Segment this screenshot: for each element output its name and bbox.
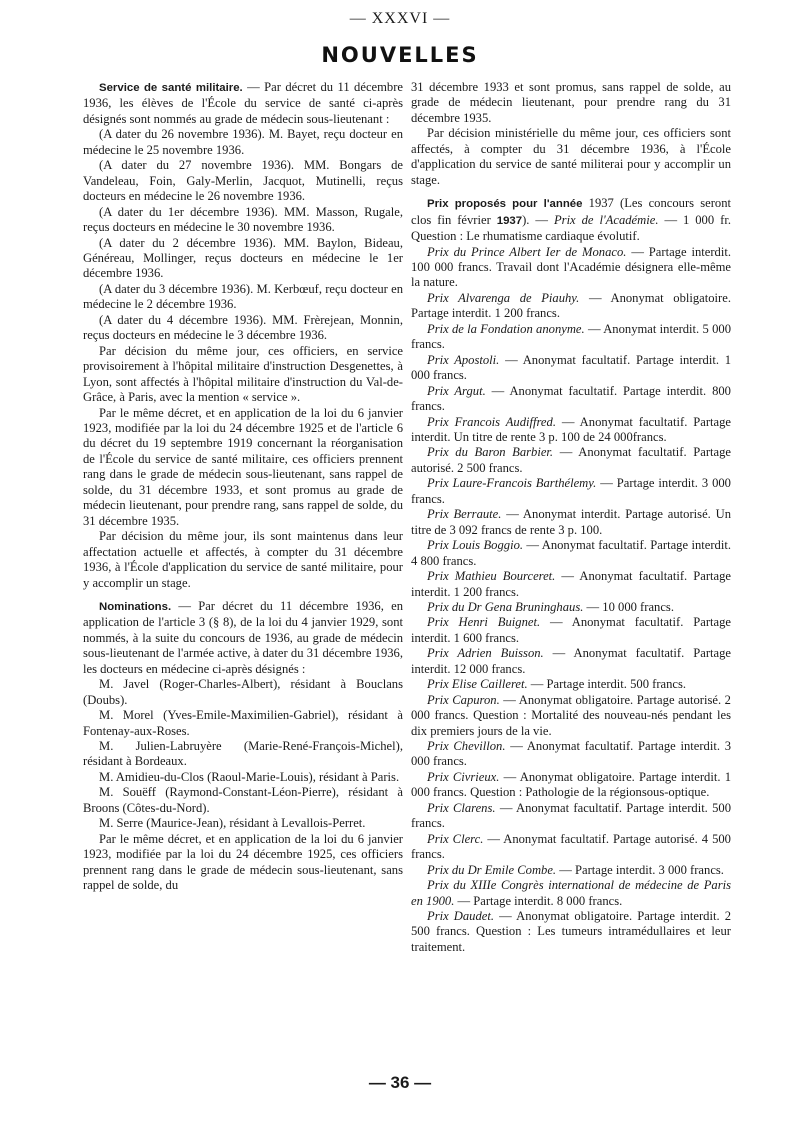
prix-item (411, 615, 731, 646)
paragraph: M. Souëff (Raymond-Constant-Léon-Pierre), résidant à Broons (Côtes-du-Nord). (83, 785, 403, 815)
prix-item (411, 739, 731, 770)
prix-item (411, 291, 731, 322)
prix-name: Prix du Dr Emile Combe. (427, 862, 557, 877)
prix-details: — 10 000 francs. (586, 599, 674, 614)
prix-name: Prix du Prince Albert Ier de Monaco. (427, 244, 627, 259)
prix-details: — Anonymat obligatoire. Partage interdit. 1 200 francs. (411, 290, 731, 321)
prix-name: Prix du Dr Gena Bruninghaus. (427, 599, 584, 614)
prix-item (411, 569, 731, 600)
paragraph: (A dater du 26 novembre 1936). M. Bayet, reçu docteur en médecine le 25 novembre 1936. (83, 127, 403, 157)
paragraph: (A dater du 1er décembre 1936). MM. Masson, Rugale, reçus docteurs en médecine le 30 novembre 1936. (83, 204, 403, 235)
prix-details: — Anonymat facultatif. Partage interdit. 4 800 francs. (411, 538, 731, 568)
prix-details: — Anonymat facultatif. Partage interdit. 500 francs. (411, 800, 731, 831)
prix-name: Prix Adrien Buisson. (427, 646, 544, 661)
paragraph: (A dater du 3 décembre 1936). M. Kerbœuf, reçu docteur en médecine le 2 décembre 1936. (83, 281, 403, 312)
prix-name: Prix Mathieu Bourceret. (427, 569, 556, 584)
prix-name: Prix Clarens. (427, 800, 496, 815)
prix-details: — Partage interdit. 100 000 francs. Travail dont l'Académie désignera elle-même la nature. (411, 244, 731, 290)
prix-name: Prix Elise Cailleret. (427, 677, 528, 692)
paragraph: (A dater du 2 décembre 1936). MM. Baylon, Bideau, Généreau, Mollinger, reçus docteurs en médecine le 1er décembre 1936. (83, 235, 403, 281)
prix-list (411, 245, 731, 956)
prix-item (411, 878, 731, 909)
prix-item (411, 384, 731, 415)
prix-details: — Anonymat interdit. Partage autorisé. Un titre de 3 092 francs de rente 3 p. 100. (411, 507, 731, 537)
right-column (411, 80, 731, 955)
prix-item (411, 677, 731, 692)
prix-details: — Anonymat interdit. 5 000 francs. (411, 321, 732, 352)
prix-item (411, 245, 731, 291)
prix-details: — Anonymat facultatif. Partage interdit. 3 000 francs. (411, 739, 731, 769)
page-title: NOUVELLES (321, 43, 479, 67)
prix-name: Prix Berraute. (427, 507, 502, 522)
prix-name: Prix Laure-Francois Barthélemy. (427, 476, 597, 491)
section-heading-service-sante: Service de santé militaire. (99, 82, 243, 94)
paragraph: M. Serre (Maurice-Jean), résidant à Levallois-Perret. (99, 816, 366, 831)
nominations-paragraph: Nominations. — Par décret du 11 décembre 1936, en application de l'article 3 (§ 8), de la loi du 4 janvier 1929, sont nommés, à la suite du concours de 1936, au grade de médecin sous-lieutenant de l'armée active, à dater du 31 décembre 1936, les docteurs en médecine ci-après désignés : (83, 598, 403, 676)
prix-details: — Anonymat facultatif. Partage autorisé. 2 500 francs. (411, 445, 732, 475)
prix-details: — Anonymat facultatif. Partage interdit. 800 francs. (411, 383, 731, 414)
prix-details: — Anonymat facultatif. Partage interdit. Un titre de rente 3 p. 100 de 24 000francs. (411, 414, 732, 444)
paragraph: Par décision du même jour, ces officiers, en service provisoirement à l'hôpital militaire d'instruction Desgenettes, à Lyon, sont affectés à l'hôpital militaire d'instruction du Val-de-Grâce, à Paris, avec la mention « service ». (83, 343, 403, 405)
prix-intro-paragraph: Prix proposés pour l'année 1937 (Les concours seront clos fin février 1937). — Prix de l'Académie. — 1 000 fr. Question : Le rhumatisme cardiaque évolutif. (411, 196, 731, 244)
prix-item (411, 507, 731, 538)
prix-item (411, 476, 731, 507)
prix-details: — Partage interdit. 8 000 francs. (457, 893, 623, 908)
page-number: — 36 — (368, 1073, 432, 1092)
paragraph: M. Julien-Labruyère (Marie-René-François-Michel), résidant à Bordeaux. (83, 739, 403, 769)
prix-details: — Anonymat facultatif. Partage interdit. 1 200 francs. (411, 569, 731, 599)
prix-item (411, 832, 731, 863)
prix-name: Prix Francois Audiffred. (427, 414, 556, 429)
prix-name: Prix de la Fondation anonyme. (427, 321, 585, 336)
prix-item (411, 909, 731, 955)
left-column (83, 80, 403, 894)
prix-details: — Partage interdit. 500 francs. (530, 677, 687, 692)
prix-item (411, 353, 731, 384)
prix-name: Prix Apostoli. (427, 352, 500, 367)
service-sante-paragraph: Service de santé militaire. — Par décret du 11 décembre 1936, les élèves de l'École du service de santé ci-après désignés sont nommés au grade de médecin sous-lieutenant : (83, 80, 403, 126)
prix-item (411, 415, 731, 446)
running-header: — XXXVI — (349, 10, 451, 27)
prix-item (411, 693, 731, 739)
paragraph: 31 décembre 1933 et sont promus, sans rappel de solde, au grade de médecin lieutenant, pour prendre rang du 31 décembre 1935. (411, 80, 731, 125)
prix-item (411, 600, 731, 615)
prix-item (411, 322, 731, 353)
prix-item (411, 801, 731, 832)
paragraph: Par décision du même jour, ils sont maintenus dans leur affectation actuelle et affectés, à compter du 31 décembre 1936, à l'École d'application du service de santé militaire, pour y accomplir un stage. (83, 529, 403, 590)
section-heading-nominations: Nominations. (99, 600, 172, 613)
prix-details: — Anonymat facultatif. Partage interdit. 1 000 francs. (411, 352, 731, 383)
paragraph: Par le même décret, et en application de la loi du 6 janvier 1923, modifiée par la loi du 24 décembre 1925, ces officiers prennent rang dans le grade de médecin sous-lieutenant, sans rappel de solde, du (83, 831, 403, 893)
prix-details: — Anonymat obligatoire. Partage interdit. 2 500 francs. Question : Les tumeurs intramédullaires et leur traitement. (411, 909, 731, 954)
prix-item (411, 646, 731, 677)
prix-name: Prix Alvarenga de Piauhy. (427, 290, 580, 305)
prix-details: — Partage interdit. 3 000 francs. (411, 476, 731, 506)
prix-name: Prix Civrieux. (427, 769, 500, 784)
prix-item (411, 770, 731, 801)
prix-details: — Anonymat obligatoire. Partage autorisé. 2 000 francs. Question : Mortalité des nouveau-nés pendant les dix premiers jours de la vie. (411, 692, 731, 738)
paragraph: Par décision ministérielle du même jour, ces officiers sont affectés, à compter du 31 décembre 1936, à l'École d'application du service de santé militerai pour y accomplir un stage. (411, 126, 731, 187)
prix-name: Prix du Baron Barbier. (427, 445, 554, 460)
prix-name: Prix Chevillon. (427, 739, 506, 754)
prix-name: Prix Daudet. (427, 909, 495, 924)
prix-name: Prix Clerc. (427, 831, 484, 846)
prix-name: Prix Henri Buignet. (427, 615, 541, 630)
paragraph: M. Javel (Roger-Charles-Albert), résidant à Bouclans (Doubs). (83, 677, 403, 707)
paragraph: Par le même décret, et en application de la loi du 6 janvier 1923, modifiée par la loi du 24 décembre 1925 et de l'article 6 du décret du 19 septembre 1919 concernant la réorganisation de l'École du service de santé militaire, ces officiers prennent rang dans le grade de médecin sous-lieutenant, sans rappel de solde, du 31 décembre 1933, et sont promus au grade de médecin lieutenant, pour prendre rang, sans rappel de solde, du 31 décembre 1935. (83, 405, 403, 528)
prix-item (411, 863, 731, 878)
prix-name: Prix Argut. (427, 383, 486, 398)
prix-name: Prix du XIIIe Congrès international de médecine de Paris en 1900. (411, 878, 731, 908)
paragraph: M. Morel (Yves-Emile-Maximilien-Gabriel), résidant à Fontenay-aux-Roses. (83, 708, 403, 738)
prix-details: — Anonymat facultatif. Partage interdit. 1 600 francs. (411, 615, 731, 645)
prix-name: Prix Capuron. (427, 692, 500, 707)
prix-item (411, 445, 731, 476)
prix-details: — Partage interdit. 3 000 francs. (559, 862, 724, 877)
paragraph: (A dater du 27 novembre 1936). MM. Bongars de Vandeleau, Foin, Galy-Merlin, Jacquot, Mutinelli, reçus docteurs en médecine le 26 novembre 1936. (83, 158, 403, 204)
prix-item (411, 538, 731, 569)
prix-details: — Anonymat facultatif. Partage autorisé. 4 500 francs. (411, 831, 731, 862)
paragraph: M. Amidieu-du-Clos (Raoul-Marie-Louis), résidant à Paris. (99, 769, 400, 784)
prix-name: Prix Louis Boggio. (427, 538, 524, 553)
prix-details: — Anonymat obligatoire. Partage interdit. 1 000 francs. Question : Pathologie de la régionsous-optique. (411, 769, 731, 800)
section-heading-prix: Prix proposés pour l'année (427, 198, 583, 211)
prix-details: — Anonymat facultatif. Partage interdit. 12 000 francs. (411, 646, 731, 676)
paragraph: (A dater du 4 décembre 1936). MM. Frèrejean, Monnin, reçus docteurs en médecine le 3 décembre 1936. (83, 312, 403, 343)
